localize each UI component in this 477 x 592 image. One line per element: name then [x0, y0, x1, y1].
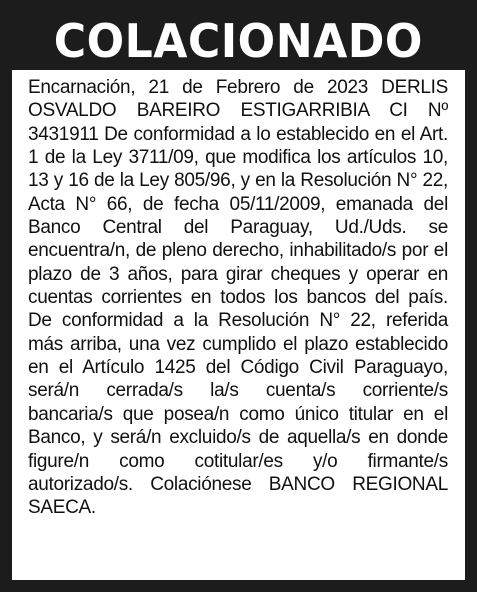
notice-body: Encarnación, 21 de Febrero de 2023 DERLIS OSVALDO BAREIRO ESTIGARRIBIA CI Nº 3431911 De conformidad a lo establecido en el Art. 1 de la Ley 3711/09, que modifica los artículos 10, 13 y 16 de la Ley 805/96, y en la Resolución N° 22, Acta N° 66, de fecha 05/11/2009, emanada del Banco Central del Paraguay, Ud./Uds. se encuentra/n, de pleno derecho, inhabilitado/s por el plazo de 3 años, para girar cheques y operar en cuentas corrientes en todos los bancos del país. De conformidad a la Resolución N° 22, referida más arriba, una vez cumplido el plazo establecido en el Artículo 1425 del Código Civil Paraguayo, será/n cerrada/s la/s cuenta/s corriente/s bancaria/s que posea/n como único titular en el Banco, y será/n excluido/s de aquella/s en donde figure/n como cotitular/es y/o firmante/s autorizado/s. Colaciónese BANCO REGIONAL SAECA.: [28, 77, 448, 519]
notice-header-bar: [12, 12, 465, 70]
notice-title: COLACIONADO: [53, 14, 424, 68]
